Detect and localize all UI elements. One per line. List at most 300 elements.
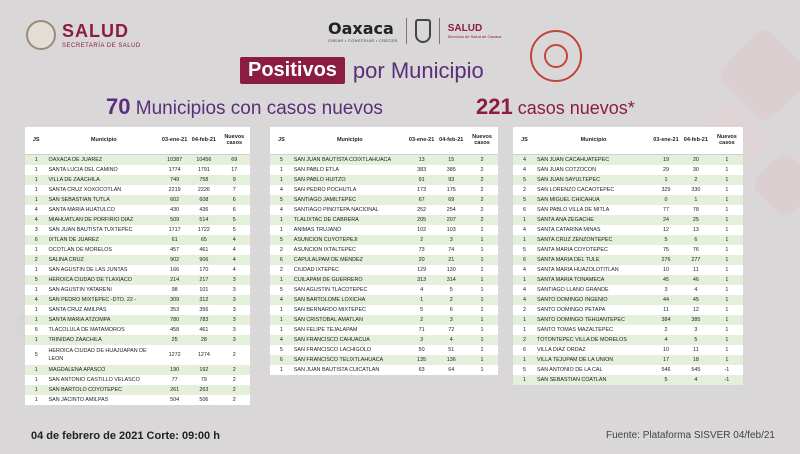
cell-nuevos: 2 [219,375,251,385]
cell-date2: 277 [681,255,711,265]
cell-js: 1 [25,335,48,345]
table-row [270,205,498,215]
cell-date2: 436 [189,205,218,215]
cell-js: 6 [270,355,293,365]
table-row [25,325,250,335]
cell-nuevos: 1 [711,275,743,285]
cell-date2: 5 [436,285,466,295]
cell-js: 1 [270,365,293,375]
cell-date2: 608 [189,195,218,205]
cell-js: 5 [270,154,293,165]
cell-date2: 1274 [189,345,218,365]
cell-date1: 190 [160,365,189,375]
cell-nuevos: 7 [219,185,251,195]
table-row [270,195,498,205]
cell-date2: 2 [436,295,466,305]
divider [406,18,407,44]
cell-js: 5 [25,345,48,365]
cell-nuevos: 1 [711,345,743,355]
cell-municipio: SANTA ANA ZEGACHE [536,215,651,225]
table-row [513,154,743,165]
cell-municipio: TLALIXTAC DE CABRERA [293,215,407,225]
cell-js: 1 [25,375,48,385]
cell-nuevos: 6 [219,195,251,205]
table-row [513,245,743,255]
report-date: 04 de febrero de 2021 Corte: 09:00 h [31,430,220,442]
cell-js: 4 [513,225,536,235]
cell-js: 5 [270,235,293,245]
cell-nuevos: 3 [219,305,251,315]
cell-date2: 136 [436,355,466,365]
cell-nuevos: 1 [711,165,743,175]
casos-label: casos nuevos* [517,98,635,118]
cell-nuevos: 1 [711,355,743,365]
cell-date1: 902 [160,255,189,265]
cell-municipio: IXTLAN DE JUAREZ [48,235,161,245]
cell-nuevos: -1 [711,365,743,375]
table-row [25,305,250,315]
cell-nuevos: 2 [219,395,251,405]
cell-nuevos: 3 [219,315,251,325]
cell-date1: 1774 [160,165,189,175]
cell-js: 5 [270,345,293,355]
cell-js: 1 [513,215,536,225]
cell-date1: 457 [160,245,189,255]
cell-municipio: SAN MIGUEL CHICAHUA [536,195,651,205]
cell-date2: 1 [681,195,711,205]
cell-date2: 461 [189,245,218,255]
table-row [513,355,743,365]
cell-date2: 30 [681,165,711,175]
cell-date1: 63 [407,365,437,375]
cell-js: 1 [25,285,48,295]
table-row [25,245,250,255]
cell-js: 5 [25,275,48,285]
table-row [270,305,498,315]
table-row [25,365,250,375]
cell-date2: 545 [681,365,711,375]
cell-js: 5 [270,285,293,295]
cell-date1: 2 [407,235,437,245]
cell-date1: 329 [651,185,681,195]
cell-date2: 11 [681,265,711,275]
cell-date2: 103 [436,225,466,235]
cell-nuevos: 17 [219,165,251,175]
cell-js: 1 [25,195,48,205]
cell-date2: 65 [189,235,218,245]
data-table [270,127,498,375]
cell-js: 1 [25,154,48,165]
cell-date1: 509 [160,215,189,225]
cell-nuevos: 1 [466,365,498,375]
cell-date1: 1 [651,175,681,185]
cell-js: 1 [25,175,48,185]
municipios-table-2 [270,127,498,375]
cell-js: 1 [513,315,536,325]
cell-nuevos: 1 [466,265,498,275]
cell-js: 1 [513,325,536,335]
salud-oaxaca-logo-text: SALUD [447,23,483,34]
cell-nuevos: 2 [466,175,498,185]
cell-municipio: SAN JUAN CACAHUATEPEC [536,154,651,165]
cell-nuevos: 3 [219,285,251,295]
cell-municipio: SANTIAGO PINOTEPA NACIONAL [293,205,407,215]
cell-municipio: SAN BARTOLO COYOTEPEC [48,385,161,395]
salud-logo-sub: SECRETARÍA DE SALUD [62,43,141,49]
col-date1-header: 03-ene-21 [407,127,437,154]
cell-date1: 309 [160,295,189,305]
table-row [270,325,498,335]
cell-js: 4 [270,295,293,305]
page-title [240,57,484,84]
cell-municipio: MIAHUATLAN DE PORFIRIO DIAZ [48,215,161,225]
cell-municipio: SAN JUAN BAUTISTA COIXTLAHUACA [293,154,407,165]
cell-date2: 356 [189,305,218,315]
cell-nuevos: 1 [711,215,743,225]
shield-icon [415,19,431,43]
cell-date2: 263 [189,385,218,395]
table-row [25,205,250,215]
cell-date1: 17 [651,355,681,365]
cell-date2: 3 [681,325,711,335]
cell-municipio: SANTA MARIA HUAZOLOTITLAN [536,265,651,275]
cell-date2: 461 [189,325,218,335]
cell-js: 5 [513,245,536,255]
cell-date1: 2 [407,315,437,325]
divider [439,18,440,44]
table-row [513,285,743,295]
cell-date2: 76 [681,245,711,255]
cell-nuevos: 1 [711,225,743,235]
cell-date2: 170 [189,265,218,275]
cell-date2: 130 [436,265,466,275]
cell-date1: 91 [407,175,437,185]
cell-nuevos: 1 [711,265,743,275]
table-row [513,235,743,245]
cell-js: 6 [513,205,536,215]
table-row [25,375,250,385]
table-row [513,325,743,335]
cell-municipio: SANTO DOMINGO PETAPA [536,305,651,315]
cell-nuevos: 1 [711,185,743,195]
col-nuevos-header: Nuevos casos [711,127,743,154]
table-row [270,315,498,325]
table-row [270,235,498,245]
cell-date2: 3 [436,235,466,245]
cell-js: 1 [270,175,293,185]
cell-nuevos: 2 [219,385,251,395]
cell-municipio: VILLA DE ZAACHILA [48,175,161,185]
cell-date2: 78 [681,205,711,215]
cell-date1: 166 [160,265,189,275]
col-date2-header: 04-feb-21 [189,127,218,154]
cell-js: 1 [270,165,293,175]
cell-date1: 546 [651,365,681,375]
table-row [513,345,743,355]
table-row [270,154,498,165]
cell-nuevos: 1 [711,245,743,255]
table-row [513,265,743,275]
cell-js: 1 [25,185,48,195]
cell-municipio: OAXACA DE JUAREZ [48,154,161,165]
cell-date2: 79 [189,375,218,385]
table-row [513,185,743,195]
cell-date1: 10 [651,265,681,275]
decor-shape [750,150,800,221]
cell-municipio: SANTO DOMINGO TEHUANTEPEC [536,315,651,325]
cell-date1: 383 [407,165,437,175]
cell-nuevos: 1 [711,305,743,315]
cell-date2: 93 [436,175,466,185]
cell-js: 1 [25,385,48,395]
cell-date2: 207 [436,215,466,225]
cell-js: 1 [270,315,293,325]
cell-date2: 3 [436,315,466,325]
cell-municipio: SANTO TOMAS MAZALTEPEC [536,325,651,335]
cell-date2: 175 [436,185,466,195]
cell-nuevos: 2 [466,165,498,175]
cell-nuevos: 1 [466,285,498,295]
cell-municipio: SANTA CATARINA MINAS [536,225,651,235]
cell-municipio: SANTA CRUZ ZENZONTEPEC [536,235,651,245]
cell-date1: 5 [407,305,437,315]
cell-date1: 5 [651,235,681,245]
cell-date1: 384 [651,315,681,325]
cell-date1: 214 [160,275,189,285]
cell-date1: 504 [160,395,189,405]
cell-js: 1 [25,305,48,315]
table-row [270,265,498,275]
cell-date1: 24 [651,215,681,225]
cell-municipio: SAN AGUSTIN TLACOTEPEC [293,285,407,295]
cell-municipio: SAN JUAN BAUTISTA CUICATLAN [293,365,407,375]
cell-municipio: SAN PABLO VILLA DE MITLA [536,205,651,215]
cell-date1: 25 [160,335,189,345]
cell-date2: 6 [681,235,711,245]
cell-date2: 385 [436,165,466,175]
table-row [513,305,743,315]
table-row [513,275,743,285]
table-row [25,185,250,195]
col-js-header: JS [513,127,536,154]
cell-date2: 11 [681,345,711,355]
virus-icon [530,30,582,82]
cell-nuevos: 4 [219,235,251,245]
cell-municipio: SAN LORENZO CACAOTEPEC [536,185,651,195]
cell-date2: 21 [436,255,466,265]
cell-js: 5 [270,195,293,205]
cell-date1: 3 [407,335,437,345]
cell-municipio: SANTA MARIA ATZOMPA [48,315,161,325]
cell-date2: 15 [436,154,466,165]
title-rest: por Municipio [352,57,484,83]
cell-nuevos: 1 [466,305,498,315]
eagle-emblem-icon [26,20,56,50]
cell-nuevos: 1 [711,295,743,305]
cell-js: 4 [513,165,536,175]
table-row [513,335,743,345]
casos-summary [476,94,635,120]
cell-municipio: VILLA DIAZ ORDAZ [536,345,651,355]
cell-date1: 77 [651,205,681,215]
cell-nuevos: 1 [711,175,743,185]
cell-date1: 602 [160,195,189,205]
table-row [513,255,743,265]
cell-js: 1 [270,215,293,225]
cell-nuevos: 2 [219,345,251,365]
table-row [25,165,250,175]
cell-date2: 4 [681,285,711,295]
cell-date1: 50 [407,345,437,355]
cell-js: 4 [25,205,48,215]
table-row [513,205,743,215]
col-date1-header: 03-ene-21 [651,127,681,154]
cell-date1: 10 [651,345,681,355]
table-row [270,165,498,175]
cell-date2: 5 [681,335,711,345]
cell-date1: 61 [160,235,189,245]
table-row [270,355,498,365]
table-row [25,285,250,295]
cell-municipio: SAN PEDRO POCHUTLA [293,185,407,195]
cell-date1: 45 [651,275,681,285]
cell-date1: 44 [651,295,681,305]
table-row [513,175,743,185]
cell-municipio: SANTA CRUZ XOXOCOTLAN [48,185,161,195]
cell-date1: 313 [407,275,437,285]
oaxaca-logo-sub: CREAR • CONSTRUIR • CRECER [328,38,398,43]
municipios-table-3 [513,127,743,385]
cell-municipio: HEROICA CIUDAD DE HUAJUAPAN DE LEON [48,345,161,365]
cell-js: 5 [513,195,536,205]
cell-municipio: SAN AGUSTIN YATARENI [48,285,161,295]
table-row [270,335,498,345]
table-row [270,255,498,265]
cell-municipio: ASUNCION CUYOTEPEJI [293,235,407,245]
cell-date1: 4 [407,285,437,295]
cell-js: 1 [25,315,48,325]
cell-date1: 2 [651,325,681,335]
cell-date1: 1272 [160,345,189,365]
table-row [270,175,498,185]
cell-js: 2 [513,185,536,195]
cell-date1: 205 [407,215,437,225]
cell-date1: 129 [407,265,437,275]
casos-count: 221 [476,94,513,119]
cell-date2: 385 [681,315,711,325]
cell-municipio: SANTA LUCIA DEL CAMINO [48,165,161,175]
cell-municipio: ASUNCION IXTALTEPEC [293,245,407,255]
cell-municipio: SAN PABLO ETLA [293,165,407,175]
cell-date2: 46 [681,275,711,285]
cell-js: 1 [270,225,293,235]
table-row [513,225,743,235]
cell-municipio: SAN AGUSTIN DE LAS JUNTAS [48,265,161,275]
salud-logo-text: SALUD [62,21,129,41]
cell-date2: 45 [681,295,711,305]
col-js-header: JS [270,127,293,154]
cell-js: 4 [270,185,293,195]
cell-date2: 72 [436,325,466,335]
cell-date2: 1722 [189,225,218,235]
cell-nuevos: 1 [466,335,498,345]
cell-date1: 135 [407,355,437,365]
table-row [270,185,498,195]
cell-municipio: SAN JUAN BAUTISTA TUXTEPEC [48,225,161,235]
cell-municipio: SAN FELIPE TEJALAPAM [293,325,407,335]
cell-date2: 254 [436,205,466,215]
cell-js: 5 [513,175,536,185]
cell-municipio: TOTONTEPEC VILLA DE MORELOS [536,335,651,345]
cell-municipio: TRINIDAD ZAACHILA [48,335,161,345]
cell-nuevos: 6 [219,205,251,215]
cell-nuevos: 1 [466,245,498,255]
cell-municipio: SAN JUAN SAYULTEPEC [536,175,651,185]
table-row [270,345,498,355]
table-row [270,245,498,255]
cell-municipio: SAN JUAN COTZOCON [536,165,651,175]
cell-nuevos: 1 [466,225,498,235]
cell-nuevos: 1 [466,295,498,305]
cell-municipio: MAGDALENA APASCO [48,365,161,375]
cell-js: 6 [25,235,48,245]
oaxaca-logos [328,18,501,44]
cell-date2: 4 [681,375,711,385]
table-row [25,255,250,265]
cell-date2: 758 [189,175,218,185]
cell-nuevos: 1 [466,315,498,325]
cell-municipio: SAN FRANCISCO TELIXTLAHUACA [293,355,407,365]
table-row [25,175,250,185]
col-js-header: JS [25,127,48,154]
table-row [25,265,250,275]
cell-municipio: SANTA MARIA COYOTEPEC [536,245,651,255]
table-row [513,295,743,305]
col-nuevos-header: Nuevos casos [466,127,498,154]
cell-js: 1 [513,275,536,285]
table-row [25,215,250,225]
cell-nuevos: 1 [466,275,498,285]
cell-municipio: SANTIAGO LLANO GRANDE [536,285,651,295]
cell-nuevos: 1 [711,154,743,165]
oaxaca-logo-text: Oaxaca [328,19,394,38]
cell-js: 2 [513,335,536,345]
cell-js: 6 [513,345,536,355]
table-row [25,395,250,405]
cell-date1: 67 [407,195,437,205]
cell-js: 2 [25,255,48,265]
table-row [270,365,498,375]
table-row [513,315,743,325]
cell-nuevos: 1 [711,205,743,215]
municipios-count: 70 [106,94,131,119]
cell-js: 6 [25,325,48,335]
cell-date1: 77 [160,375,189,385]
cell-date1: 19 [651,154,681,165]
cell-date2: 514 [189,215,218,225]
cell-municipio: SAN CRISTOBAL AMATLAN [293,315,407,325]
cell-date1: 12 [651,225,681,235]
cell-date1: 102 [407,225,437,235]
cell-municipio: SANTO DOMINGO INGENIO [536,295,651,305]
cell-date2: 2 [681,175,711,185]
cell-nuevos: 1 [711,325,743,335]
cell-nuevos: 1 [711,235,743,245]
table-row [25,385,250,395]
cell-municipio: SAN FRANCISCO CAHUACUA [293,335,407,345]
municipios-summary [106,94,383,120]
cell-js: 4 [25,295,48,305]
